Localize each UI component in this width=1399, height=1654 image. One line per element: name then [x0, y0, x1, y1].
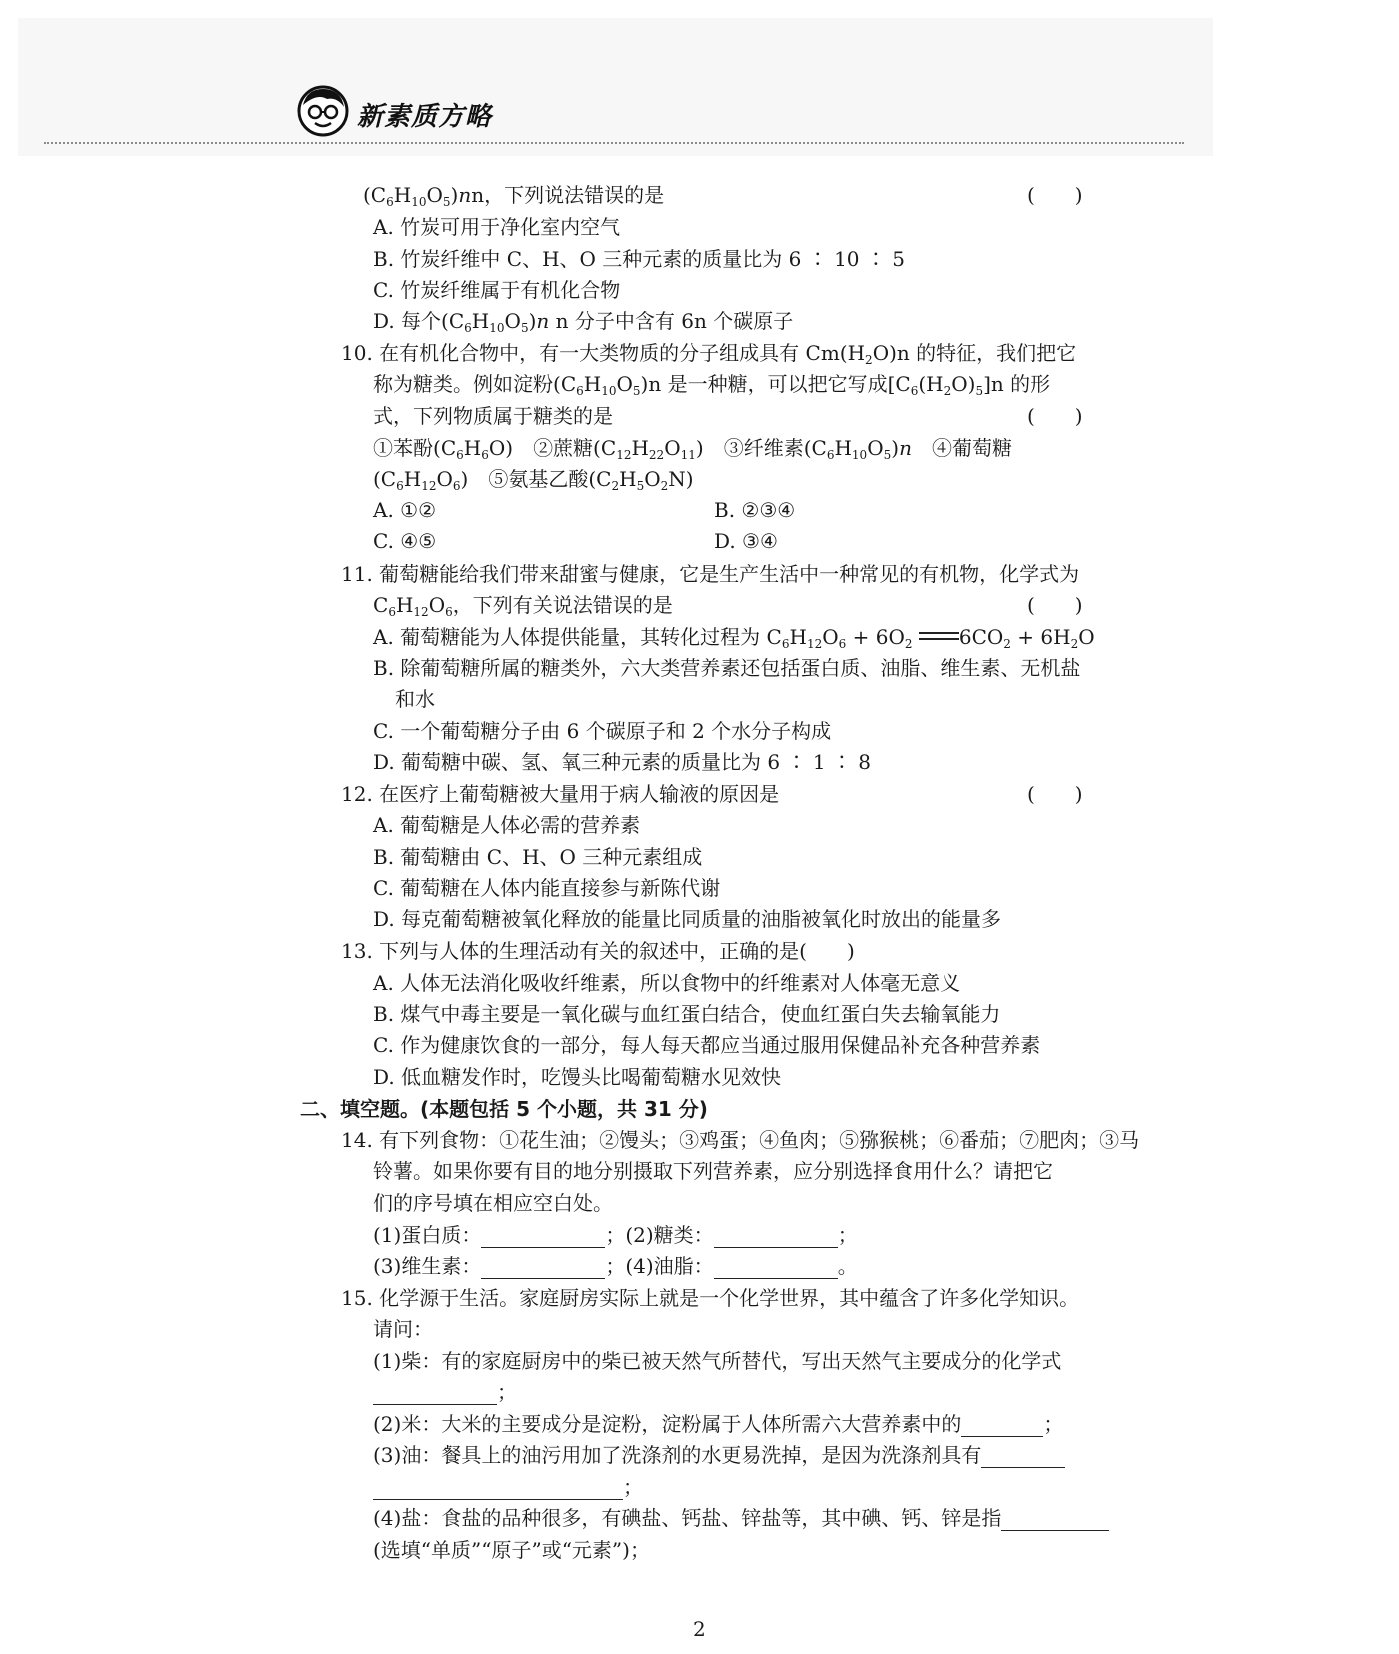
q14-stem-line1: 14. 有下列食物：①花生油；②馒头；③鸡蛋；④鱼肉；⑤猕猴桃；⑥番茄；⑦肥肉；③马: [341, 1128, 1140, 1152]
q14-vitamin-blank[interactable]: [481, 1258, 605, 1279]
q9-stem-continuation: $(C_6H_{10}O_5)nn$，下列说法错误的是: [363, 183, 665, 209]
q11-option-a: A. 葡萄糖能为人体提供能量，其转化过程为 $C_6H_{12}O_6 + 6O_2$ $6CO_2 + 6H_2O$: [373, 625, 1095, 651]
q13-option-a: A. 人体无法消化吸收纤维素，所以食物中的纤维素对人体毫无意义: [373, 971, 961, 995]
brand-title: 新素质方略: [357, 102, 493, 132]
q10-items-line2: $(C_6H_{12}O_6)$ ⑤氨基乙酸$(C_2H_5O_2N)$: [373, 467, 694, 493]
q14-stem-line2: 铃薯。如果你要有目的地分别摄取下列营养素，应分别选择食用什么？请把它: [373, 1159, 1053, 1183]
q15-part4-note: (选填“单质”“原子”或“元素”)；: [373, 1538, 650, 1562]
q11-stem-line2: $C_6H_{12}O_6$，下列有关说法错误的是: [373, 593, 673, 619]
q15-detergent-blank-b[interactable]: [373, 1479, 623, 1500]
q10-answer-paren: ( ): [1027, 404, 1083, 428]
q11-stem-line1: 11. 葡萄糖能给我们带来甜蜜与健康，它是生产生活中一种常见的有机物，化学式为: [341, 562, 1080, 586]
q15-part3: (3)油：餐具上的油污用加了洗涤剂的水更易洗掉，是因为洗涤剂具有: [373, 1442, 1065, 1468]
q11-answer-paren: ( ): [1027, 593, 1083, 617]
q15-stem-line1: 15. 化学源于生活。家庭厨房实际上就是一个化学世界，其中蕴含了许多化学知识。: [341, 1286, 1080, 1310]
q14-protein-blank[interactable]: [481, 1227, 605, 1248]
q9-option-b: B. 竹炭纤维中 C、H、O 三种元素的质量比为 6 ∶ 10 ∶ 5: [373, 247, 905, 271]
q12-stem: 12. 在医疗上葡萄糖被大量用于病人输液的原因是: [341, 782, 780, 806]
page-number: 2: [693, 1617, 706, 1641]
q12-answer-paren: ( ): [1027, 782, 1083, 806]
q10-option-c: C. ④⑤: [373, 529, 437, 553]
q15-nutrient-blank[interactable]: [961, 1416, 1043, 1437]
q10-items-line1: ①苯酚$(C_6H_6O)$ ②蔗糖$(C_{12}H_{22}O_{11})$ ③纤维素$(C_6H_{10}O_5)n$ ④葡萄糖: [373, 436, 1012, 462]
q11-option-c: C. 一个葡萄糖分子由 6 个碳原子和 2 个水分子构成: [373, 719, 832, 743]
q13-stem: 13. 下列与人体的生理活动有关的叙述中，正确的是( ): [341, 939, 855, 963]
q15-part2: (2)米：大米的主要成分是淀粉，淀粉属于人体所需六大营养素中的 ；: [373, 1412, 1064, 1436]
q11-option-b-line1: B. 除葡萄糖所属的糖类外，六大类营养素还包括蛋白质、油脂、维生素、无机盐: [373, 656, 1081, 680]
q13-option-d: D. 低血糖发作时，吃馒头比喝葡萄糖水见效快: [373, 1065, 782, 1089]
q12-option-b: B. 葡萄糖由 C、H、O 三种元素组成: [373, 845, 703, 869]
q10-stem-line1: 10. 在有机化合物中，有一大类物质的分子组成具有 $Cm(H_2O)n$ 的特征，我们把它: [341, 341, 1077, 367]
q14-row2: (3)维生素： ；(4)油脂： 。: [373, 1254, 858, 1278]
header-band: [18, 18, 1213, 156]
header-divider: [44, 142, 1184, 144]
q13-option-b: B. 煤气中毒主要是一氧化碳与血红蛋白结合，使血红蛋白失去输氧能力: [373, 1002, 1001, 1026]
q9-option-a: A. 竹炭可用于净化室内空气: [373, 215, 621, 239]
q15-part1-answer: ；: [373, 1379, 517, 1405]
q15-detergent-blank-a[interactable]: [981, 1447, 1065, 1468]
q10-option-b: B. ②③④: [714, 498, 796, 522]
q10-option-d: D. ③④: [714, 529, 778, 553]
section-2-heading: 二、填空题。(本题包括 5 个小题，共 31 分): [300, 1097, 708, 1121]
q10-option-a: A. ①②: [373, 498, 437, 522]
q9-option-d: D. 每个$(C_6H_{10}O_5)n$ n 分子中含有 6n 个碳原子: [373, 309, 794, 335]
q14-fat-blank[interactable]: [714, 1258, 838, 1279]
q13-option-c: C. 作为健康饮食的一部分，每人每天都应当通过服用保健品补充各种营养素: [373, 1033, 1041, 1057]
q15-part3-answer: ；: [373, 1474, 643, 1500]
q10-stem-line2: 称为糖类。例如淀粉$(C_6H_{10}O_5)n$ 是一种糖，可以把它写成$[C_6(H_2O)_5]n$ 的形: [373, 372, 1051, 398]
q15-part4: (4)盐：食盐的品种很多，有碘盐、钙盐、锌盐等，其中碘、钙、锌是指: [373, 1505, 1109, 1531]
q9-answer-paren: ( ): [1027, 183, 1083, 207]
q12-option-c: C. 葡萄糖在人体内能直接参与新陈代谢: [373, 876, 721, 900]
cartoon-boy-logo-icon: [297, 85, 349, 137]
q14-stem-line3: 们的序号填在相应空白处。: [373, 1191, 613, 1215]
q9-option-c: C. 竹炭纤维属于有机化合物: [373, 278, 621, 302]
q12-option-d: D. 每克葡萄糖被氧化释放的能量比同质量的油脂被氧化时放出的能量多: [373, 907, 1002, 931]
q14-row1: (1)蛋白质： ；(2)糖类： ；: [373, 1223, 858, 1247]
q14-sugar-blank[interactable]: [714, 1227, 838, 1248]
q15-part1: (1)柴：有的家庭厨房中的柴已被天然气所替代，写出天然气主要成分的化学式: [373, 1349, 1062, 1373]
q15-formula-blank[interactable]: [373, 1384, 497, 1405]
q15-salt-blank[interactable]: [1001, 1510, 1109, 1531]
q10-stem-line3: 式，下列物质属于糖类的是: [373, 404, 613, 428]
equation-equals-sign: [919, 632, 959, 642]
q11-option-b-line2: 和水: [395, 687, 435, 711]
q11-option-d: D. 葡萄糖中碳、氢、氧三种元素的质量比为 6 ∶ 1 ∶ 8: [373, 750, 871, 774]
q12-option-a: A. 葡萄糖是人体必需的营养素: [373, 813, 641, 837]
q15-stem-line2: 请问：: [373, 1317, 433, 1341]
